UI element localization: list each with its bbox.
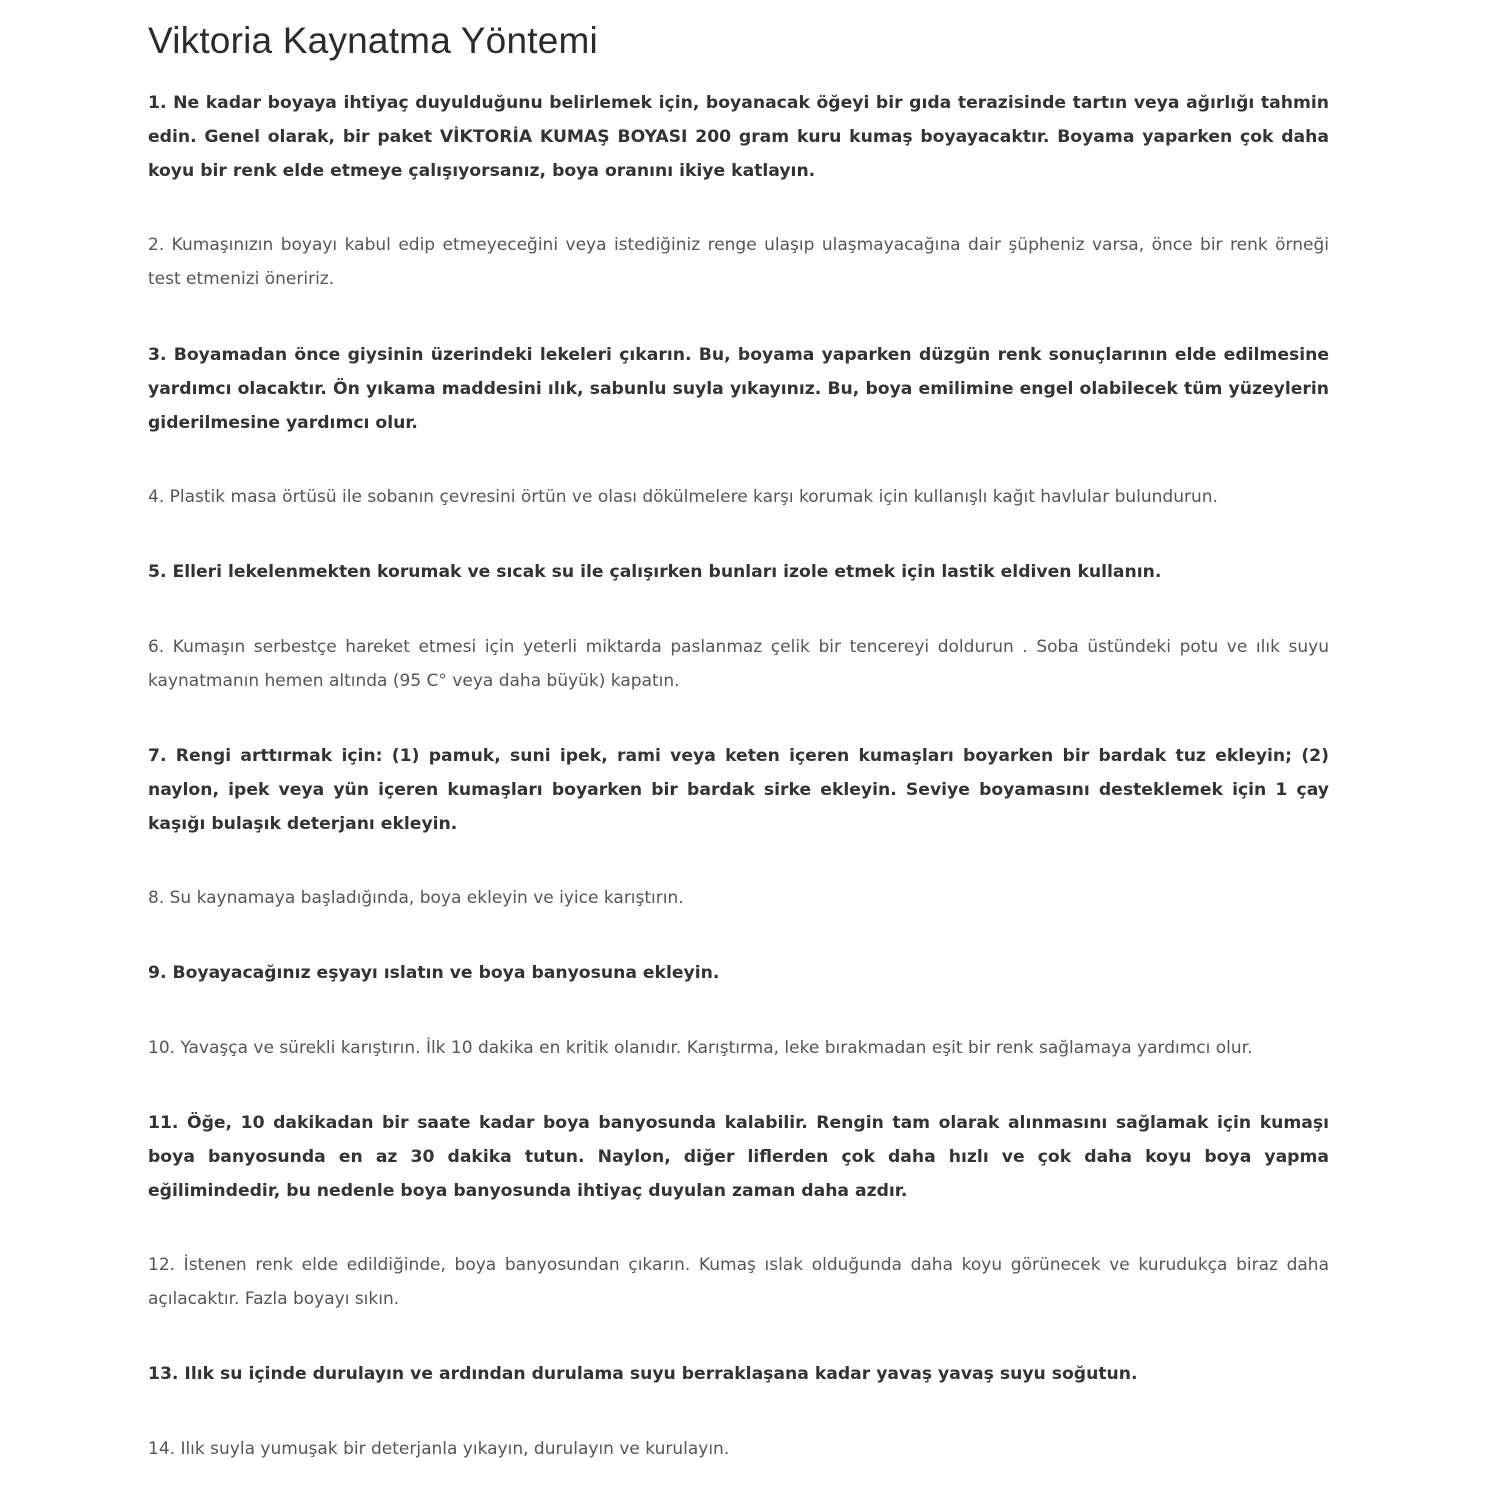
step-14: 14. Ilık suyla yumuşak bir deterjanla yıkayın, durulayın ve kurulayın. xyxy=(148,1439,730,1459)
step-2: 2. Kumaşınızın boyayı kabul edip etmeyeceğini veya istediğiniz renge ulaşıp ulaşmayacağına dair şüpheniz varsa, önce bir renk örneği test etmenizi öneririz. xyxy=(148,235,1329,289)
step-9: 9. Boyayacağınız eşyayı ıslatın ve boya banyosuna ekleyin. xyxy=(148,963,720,983)
instruction-list xyxy=(148,86,1329,1466)
step-3: 3. Boyamadan önce giysinin üzerindeki lekeleri çıkarın. Bu, boyama yaparken düzgün renk sonuçlarının elde edilmesine yardımcı olacaktır. Ön yıkama maddesini ılık, sabunlu suyla yıkayınız. Bu, boya emilimine engel olabilecek tüm yüzeylerin giderilmesine yardımcı olur. xyxy=(148,345,1329,433)
step-7: 7. Rengi arttırmak için: (1) pamuk, suni ipek, rami veya keten içeren kumaşları boyarken bir bardak tuz ekleyin; (2) naylon, ipek veya yün içeren kumaşları boyarken bir bardak sirke ekleyin. Seviye boyamasını desteklemek için 1 çay kaşığı bulaşık deterjanı ekleyin. xyxy=(148,746,1329,834)
step-6: 6. Kumaşın serbestçe hareket etmesi için yeterli miktarda paslanmaz çelik bir tencereyi doldurun . Soba üstündeki potu ve ılık suyu kaynatmanın hemen altında (95 C° veya daha büyük) kapatın. xyxy=(148,637,1329,691)
step-13: 13. Ilık su içinde durulayın ve ardından durulama suyu berraklaşana kadar yavaş yavaş suyu soğutun. xyxy=(148,1364,1138,1384)
step-11: 11. Öğe, 10 dakikadan bir saate kadar boya banyosunda kalabilir. Rengin tam olarak alınmasını sağlamak için kumaşı boya banyosunda en az 30 dakika tutun. Naylon, diğer liflerden çok daha hızlı ve çok daha koyu boya yapma eğilimindedir, bu nedenle boya banyosunda ihtiyaç duyulan zaman daha azdır. xyxy=(148,1113,1329,1201)
step-10: 10. Yavaşça ve sürekli karıştırın. İlk 10 dakika en kritik olanıdır. Karıştırma, leke bırakmadan eşit bir renk sağlamaya yardımcı olur. xyxy=(148,1038,1253,1058)
page-title: Viktoria Kaynatma Yöntemi xyxy=(148,20,598,61)
step-4: 4. Plastik masa örtüsü ile sobanın çevresini örtün ve olası dökülmelere karşı korumak için kullanışlı kağıt havlular bulundurun. xyxy=(148,487,1218,507)
step-12: 12. İstenen renk elde edildiğinde, boya banyosundan çıkarın. Kumaş ıslak olduğunda daha koyu görünecek ve kurudukça biraz daha açılacaktır. Fazla boyayı sıkın. xyxy=(148,1255,1329,1309)
step-8: 8. Su kaynamaya başladığında, boya ekleyin ve iyice karıştırın. xyxy=(148,888,684,908)
step-5: 5. Elleri lekelenmekten korumak ve sıcak su ile çalışırken bunları izole etmek için lastik eldiven kullanın. xyxy=(148,562,1162,582)
step-1: 1. Ne kadar boyaya ihtiyaç duyulduğunu belirlemek için, boyanacak öğeyi bir gıda terazisinde tartın veya ağırlığı tahmin edin. Genel olarak, bir paket VİKTORİA KUMAŞ BOYASI 200 gram kuru kumaş boyayacaktır. Boyama yaparken çok daha koyu bir renk elde etmeye çalışıyorsanız, boya oranını ikiye katlayın. xyxy=(148,93,1329,181)
